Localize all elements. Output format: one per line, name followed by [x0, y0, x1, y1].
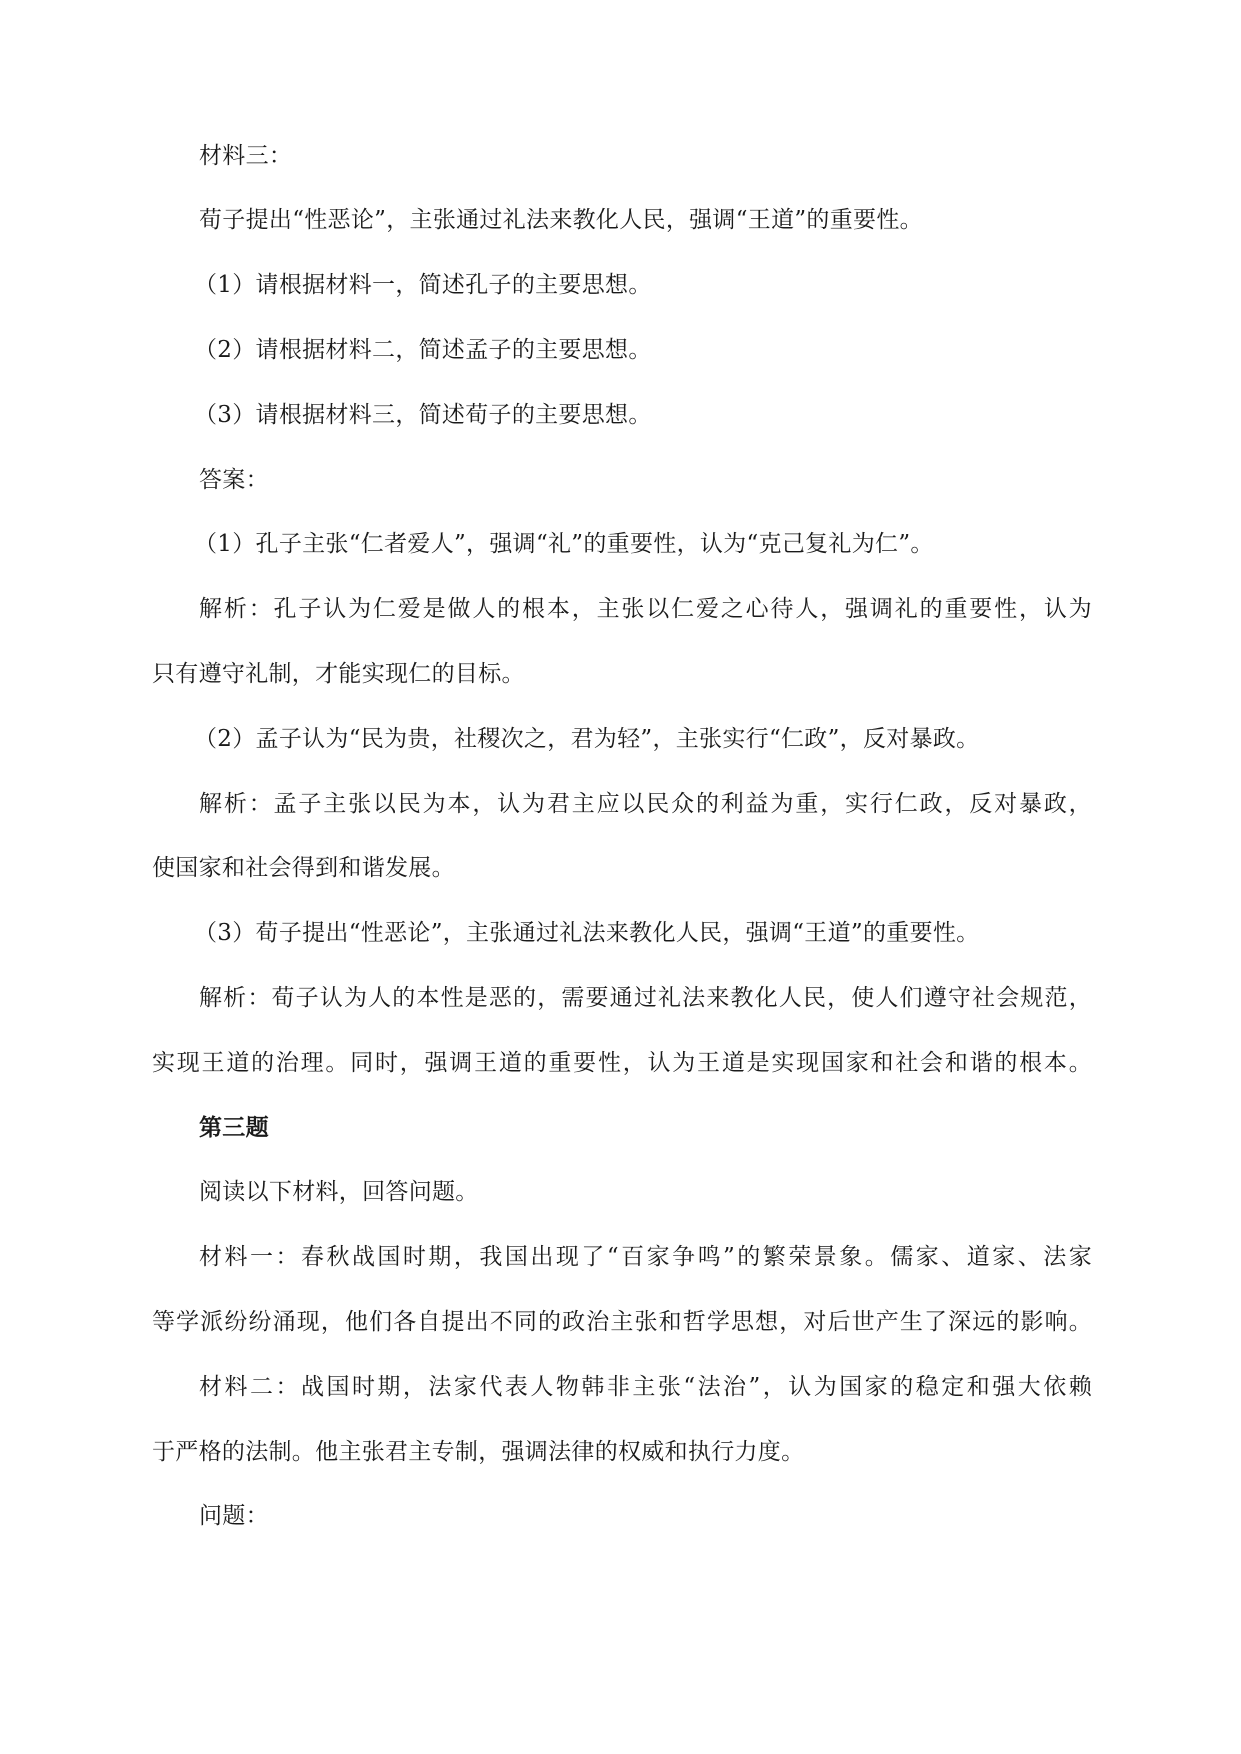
answer-1: （1）孔子主张“仁者爱人”，强调“礼”的重要性，认为“克己复礼为仁”。 [194, 531, 934, 557]
instruction-text: 阅读以下材料，回答问题。 [199, 1179, 479, 1205]
analysis-2-line-1: 解析：孟子主张以民为本，认为君主应以民众的利益为重，实行仁政，反对暴政， [199, 791, 1092, 817]
answer-3: （3）荀子提出“性恶论”，主张通过礼法来教化人民，强调“王道”的重要性。 [194, 920, 980, 946]
analysis-3-line-2: 实现王道的治理。同时，强调王道的重要性，认为王道是实现国家和社会和谐的根本。 [152, 1050, 1092, 1076]
analysis-1-line-1: 解析：孔子认为仁爱是做人的根本，主张以仁爱之心待人，强调礼的重要性，认为 [199, 596, 1092, 622]
material-three-heading: 材料三： [199, 143, 293, 169]
analysis-1-line-2: 只有遵守礼制，才能实现仁的目标。 [152, 661, 525, 687]
analysis-2-line-2: 使国家和社会得到和谐发展。 [152, 855, 455, 881]
section-title-question-three: 第三题 [199, 1114, 269, 1141]
material-two-line-1: 材料二：战国时期，法家代表人物韩非主张“法治”，认为国家的稳定和强大依赖 [199, 1374, 1092, 1400]
material-one-line-1: 材料一：春秋战国时期，我国出现了“百家争鸣”的繁荣景象。儒家、道家、法家 [199, 1244, 1092, 1270]
material-two-line-2: 于严格的法制。他主张君主专制，强调法律的权威和执行力度。 [152, 1439, 805, 1465]
analysis-3-line-1: 解析：荀子认为人的本性是恶的，需要通过礼法来教化人民，使人们遵守社会规范， [199, 985, 1092, 1011]
answer-2: （2）孟子认为“民为贵，社稷次之，君为轻”，主张实行“仁政”，反对暴政。 [194, 726, 980, 752]
material-three-text: 荀子提出“性恶论”，主张通过礼法来教化人民，强调“王道”的重要性。 [199, 207, 923, 233]
material-one-line-2: 等学派纷纷涌现，他们各自提出不同的政治主张和哲学思想，对后世产生了深远的影响。 [152, 1309, 1092, 1335]
questions-heading: 问题： [199, 1503, 269, 1529]
question-3: （3）请根据材料三，简述荀子的主要思想。 [194, 402, 652, 428]
question-1: （1）请根据材料一，简述孔子的主要思想。 [194, 272, 652, 298]
question-2: （2）请根据材料二，简述孟子的主要思想。 [194, 337, 652, 363]
answer-heading: 答案： [199, 467, 269, 493]
